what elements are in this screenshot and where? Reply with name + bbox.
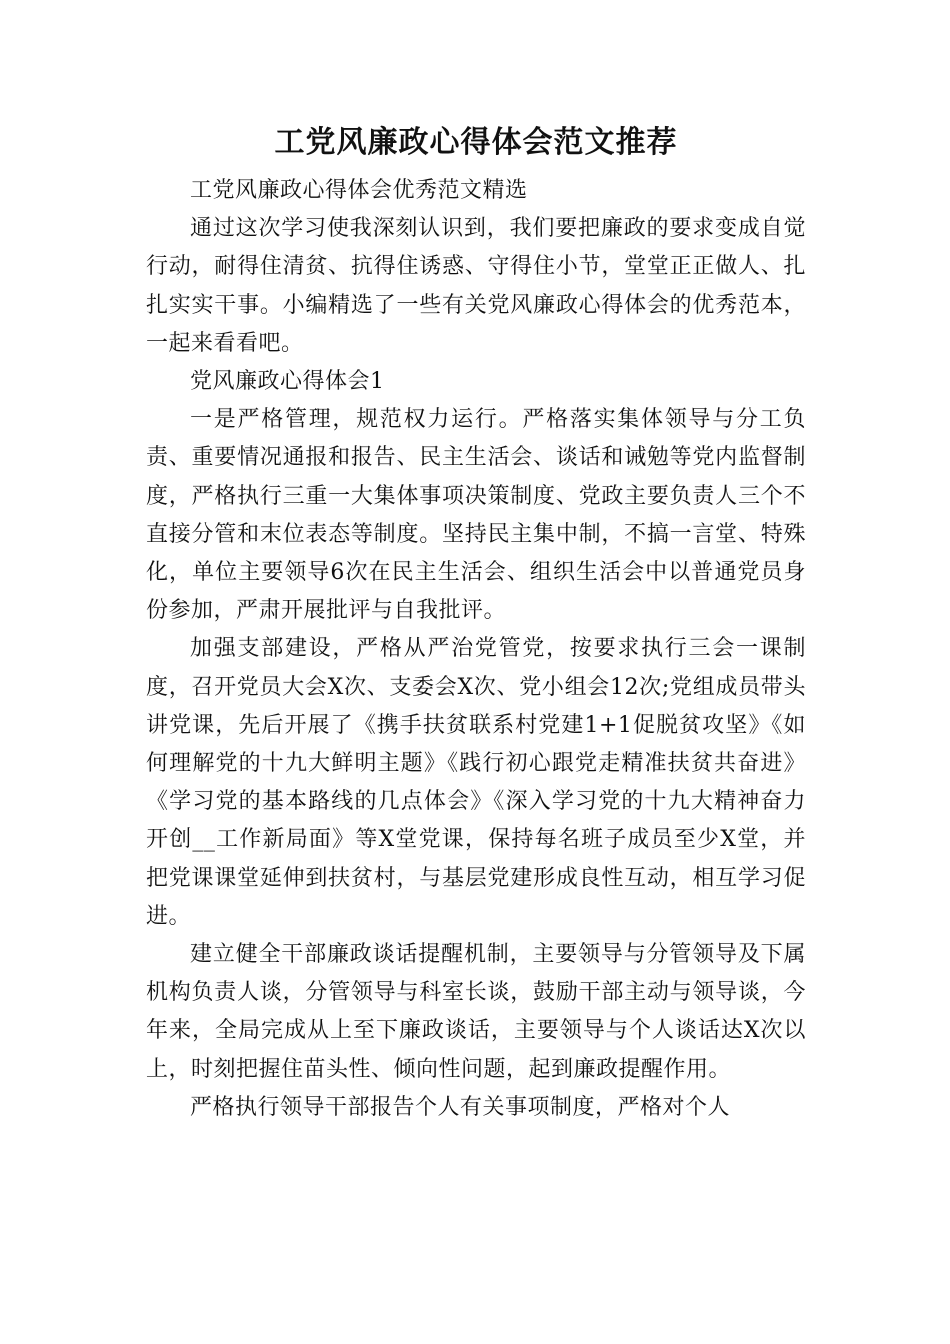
document-title: 工党风廉政心得体会范文推荐 — [274, 125, 678, 160]
body-paragraph: 建立健全干部廉政谈话提醒机制，主要领导与分管领导及下属机构负责人谈，分管领导与科室长谈，鼓励干部主动与领导谈，今年来，全局完成从上至下廉政谈话，主要领导与个人谈话达X次以上，时刻把握住苗头性、倾向性问题，起到廉政提醒作用。 — [146, 942, 806, 1082]
document-page — [146, 118, 806, 1127]
subtitle-paragraph: 工党风廉政心得体会优秀范文精选 — [190, 178, 528, 203]
body-paragraph: 一是严格管理，规范权力运行。严格落实集体领导与分工负责、重要情况通报和报告、民主生活会、谈话和诫勉等党内监督制度，严格执行三重一大集体事项决策制度、党政主要负责人三个不直接分管和末位表态等制度。坚持民主集中制，不搞一言堂、特殊化，单位主要领导6次在民主生活会、组织生活会中以普通党员身份参加，严肃开展批评与自我批评。 — [146, 407, 806, 624]
body-paragraph: 严格执行领导干部报告个人有关事项制度，严格对个人 — [190, 1094, 731, 1120]
body-paragraph: 加强支部建设，严格从严治党管党，按要求执行三会一课制度，召开党员大会X次、支委会X次、党小组会12次;党组成员带头讲党课，先后开展了《携手扶贫联系村党建1+1促脱贫攻坚》《如何理解党的十九大鲜明主题》《践行初心跟党走精准扶贫共奋进》《学习党的基本路线的几点体会》《深入学习党的十九大精神奋力开创__工作新局面》等X堂党课，保持每名班子成员至少X堂，并把党课课堂延伸到扶贫村，与基层党建形成良性互动，相互学习促进。 — [146, 636, 806, 929]
intro-paragraph: 通过这次学习使我深刻认识到，我们要把廉政的要求变成自觉行动，耐得住清贫、抗得住诱惑、守得住小节，堂堂正正做人、扎扎实实干事。小编精选了一些有关党风廉政心得体会的优秀范本，一起来看看吧。 — [146, 216, 806, 356]
section-heading: 党风廉政心得体会1 — [190, 369, 385, 395]
